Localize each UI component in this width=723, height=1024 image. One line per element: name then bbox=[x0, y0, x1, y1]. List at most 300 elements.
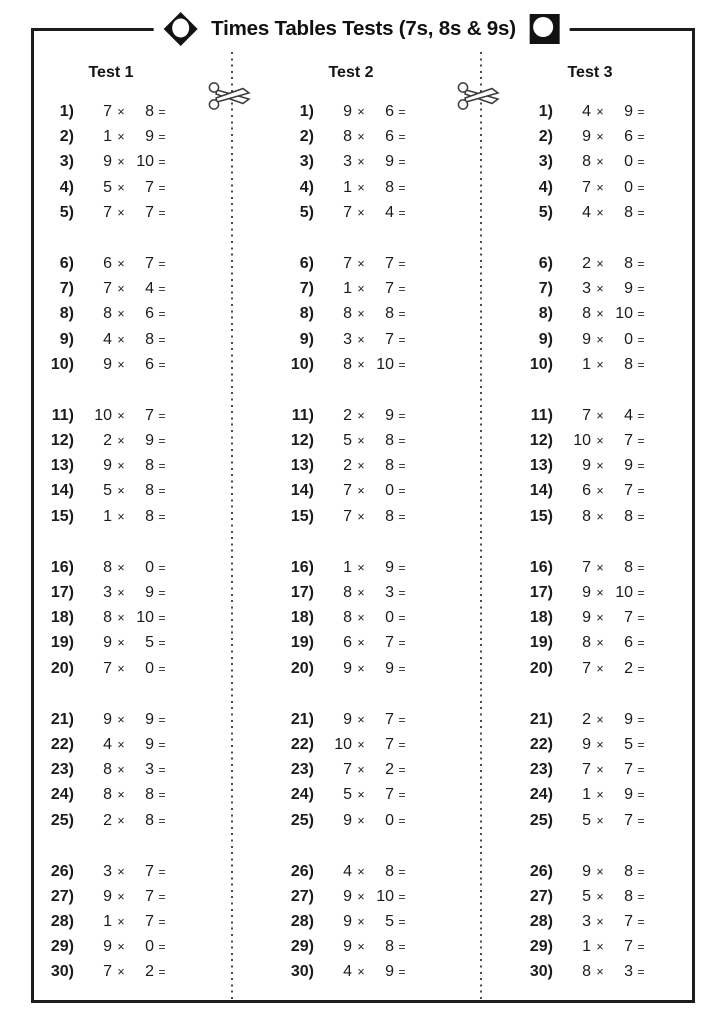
question-number: 19) bbox=[529, 634, 553, 652]
multiply-icon: × bbox=[596, 661, 604, 676]
question-number: 4) bbox=[538, 178, 553, 196]
factor-a: 1 bbox=[343, 178, 352, 196]
question-number: 14) bbox=[50, 482, 74, 500]
question-row bbox=[515, 301, 685, 326]
factor-a: 2 bbox=[343, 457, 352, 475]
question-group bbox=[36, 251, 206, 377]
question-number: 23) bbox=[290, 761, 314, 779]
multiply-icon: × bbox=[596, 965, 604, 980]
equals-sign: = bbox=[637, 661, 645, 676]
question-row bbox=[515, 99, 685, 124]
factor-b: 9 bbox=[145, 432, 154, 450]
equals-sign: = bbox=[158, 864, 166, 879]
equals-sign: = bbox=[398, 763, 406, 778]
factor-b: 9 bbox=[624, 786, 633, 804]
factor-a: 7 bbox=[582, 558, 591, 576]
equals-sign: = bbox=[158, 965, 166, 980]
multiply-icon: × bbox=[357, 332, 365, 347]
factor-a: 8 bbox=[343, 355, 352, 373]
factor-b: 8 bbox=[145, 457, 154, 475]
multiply-icon: × bbox=[357, 205, 365, 220]
factor-a: 1 bbox=[103, 128, 112, 146]
equals-sign: = bbox=[158, 332, 166, 347]
factor-a: 3 bbox=[582, 280, 591, 298]
factor-a: 10 bbox=[334, 735, 352, 753]
multiply-icon: × bbox=[357, 105, 365, 119]
question-row bbox=[515, 782, 685, 807]
test-label: Test 1 bbox=[88, 64, 134, 81]
question-number: 6) bbox=[59, 254, 74, 272]
factor-a: 3 bbox=[103, 584, 112, 601]
question-group bbox=[515, 707, 685, 833]
equals-sign: = bbox=[158, 205, 166, 220]
question-row bbox=[276, 605, 446, 630]
question-group bbox=[515, 555, 685, 681]
factor-b: 6 bbox=[145, 355, 154, 373]
factor-a: 6 bbox=[343, 634, 352, 652]
factor-b: 7 bbox=[624, 913, 633, 931]
question-row bbox=[515, 884, 685, 909]
equals-sign: = bbox=[158, 307, 166, 322]
question-row bbox=[36, 630, 206, 655]
factor-b: 0 bbox=[624, 178, 633, 196]
equals-sign: = bbox=[637, 763, 645, 778]
factor-b: 7 bbox=[624, 609, 633, 627]
multiply-icon: × bbox=[357, 130, 365, 145]
equals-sign: = bbox=[637, 434, 645, 449]
multiply-icon: × bbox=[596, 332, 604, 347]
multiply-icon: × bbox=[357, 737, 365, 752]
factor-a: 9 bbox=[582, 330, 591, 348]
question-row bbox=[276, 707, 446, 732]
factor-b: 7 bbox=[624, 432, 633, 450]
factor-a: 5 bbox=[103, 178, 112, 196]
question-number: 23) bbox=[50, 761, 74, 779]
question-list bbox=[515, 99, 685, 985]
factor-b: 2 bbox=[624, 659, 633, 677]
factor-a: 9 bbox=[582, 735, 591, 753]
question-row bbox=[276, 175, 446, 200]
question-number: 9) bbox=[299, 330, 314, 348]
factor-b: 8 bbox=[624, 507, 633, 525]
multiply-icon: × bbox=[596, 509, 604, 524]
factor-b: 8 bbox=[624, 355, 633, 373]
question-group bbox=[36, 555, 206, 681]
question-number: 15) bbox=[529, 507, 553, 525]
equals-sign: = bbox=[637, 813, 645, 828]
test-column-1 bbox=[36, 63, 206, 985]
equals-sign: = bbox=[637, 307, 645, 322]
multiply-icon: × bbox=[117, 155, 125, 170]
equals-sign: = bbox=[398, 712, 406, 727]
factor-a: 8 bbox=[343, 305, 352, 323]
question-row bbox=[276, 301, 446, 326]
question-group bbox=[36, 99, 206, 225]
factor-a: 4 bbox=[582, 203, 591, 221]
scissors-icon bbox=[207, 80, 253, 112]
question-number: 13) bbox=[50, 457, 74, 475]
question-row bbox=[276, 478, 446, 503]
multiply-icon: × bbox=[357, 813, 365, 828]
question-row bbox=[36, 251, 206, 276]
multiply-icon: × bbox=[596, 357, 604, 372]
factor-a: 9 bbox=[582, 862, 591, 880]
question-number: 23) bbox=[529, 761, 553, 779]
question-number: 25) bbox=[290, 811, 314, 829]
factor-b: 9 bbox=[624, 710, 633, 728]
factor-b: 8 bbox=[385, 457, 394, 475]
equals-sign: = bbox=[398, 813, 406, 828]
factor-b: 9 bbox=[624, 103, 633, 120]
multiply-icon: × bbox=[596, 105, 604, 119]
equals-sign: = bbox=[637, 509, 645, 524]
factor-b: 10 bbox=[136, 609, 154, 627]
multiply-icon: × bbox=[117, 661, 125, 676]
question-number: 21) bbox=[50, 710, 74, 728]
multiply-icon: × bbox=[596, 813, 604, 828]
equals-sign: = bbox=[158, 560, 166, 575]
question-number: 30) bbox=[290, 963, 314, 981]
equals-sign: = bbox=[637, 155, 645, 170]
factor-a: 5 bbox=[343, 432, 352, 450]
question-number: 8) bbox=[538, 305, 553, 323]
question-number: 2) bbox=[299, 128, 314, 146]
question-row bbox=[276, 99, 446, 124]
equals-sign: = bbox=[637, 256, 645, 271]
question-list bbox=[276, 99, 446, 985]
multiply-icon: × bbox=[357, 408, 365, 423]
question-row bbox=[36, 656, 206, 681]
test-column-2 bbox=[276, 63, 446, 985]
equals-sign: = bbox=[158, 940, 166, 955]
question-number: 20) bbox=[290, 659, 314, 677]
multiply-icon: × bbox=[117, 813, 125, 828]
question-number: 11) bbox=[530, 406, 553, 424]
factor-b: 7 bbox=[145, 254, 154, 272]
question-number: 20) bbox=[50, 659, 74, 677]
question-group bbox=[276, 555, 446, 681]
factor-a: 7 bbox=[103, 280, 112, 298]
question-number: 26) bbox=[50, 862, 74, 880]
multiply-icon: × bbox=[596, 130, 604, 145]
question-row bbox=[515, 859, 685, 884]
scissors-icon bbox=[456, 80, 502, 112]
question-number: 16) bbox=[529, 558, 553, 576]
factor-a: 3 bbox=[343, 153, 352, 171]
question-number: 4) bbox=[299, 178, 314, 196]
question-row bbox=[276, 859, 446, 884]
multiply-icon: × bbox=[596, 763, 604, 778]
question-row bbox=[36, 301, 206, 326]
question-number: 4) bbox=[59, 178, 74, 196]
multiply-icon: × bbox=[117, 434, 125, 449]
question-number: 24) bbox=[50, 786, 74, 804]
factor-b: 8 bbox=[385, 178, 394, 196]
factor-a: 2 bbox=[582, 254, 591, 272]
factor-a: 7 bbox=[343, 203, 352, 221]
equals-sign: = bbox=[398, 282, 406, 297]
equals-sign: = bbox=[398, 155, 406, 170]
equals-sign: = bbox=[158, 813, 166, 828]
factor-a: 2 bbox=[103, 432, 112, 450]
factor-b: 8 bbox=[385, 862, 394, 880]
question-row bbox=[36, 352, 206, 377]
question-number: 5) bbox=[538, 203, 553, 221]
question-number: 10) bbox=[50, 355, 74, 373]
factor-a: 3 bbox=[582, 913, 591, 931]
factor-b: 4 bbox=[145, 280, 154, 298]
equals-sign: = bbox=[398, 307, 406, 322]
question-row bbox=[36, 884, 206, 909]
multiply-icon: × bbox=[596, 560, 604, 575]
equals-sign: = bbox=[398, 357, 406, 372]
factor-a: 7 bbox=[343, 507, 352, 525]
factor-a: 9 bbox=[343, 811, 352, 829]
question-number: 16) bbox=[290, 558, 314, 576]
factor-a: 9 bbox=[343, 710, 352, 728]
question-row bbox=[276, 808, 446, 833]
question-number: 10) bbox=[529, 355, 553, 373]
factor-b: 10 bbox=[376, 887, 394, 905]
question-number: 29) bbox=[529, 938, 553, 956]
multiply-icon: × bbox=[357, 763, 365, 778]
factor-a: 5 bbox=[103, 482, 112, 500]
factor-a: 1 bbox=[582, 938, 591, 956]
equals-sign: = bbox=[637, 788, 645, 803]
multiply-icon: × bbox=[357, 586, 365, 600]
question-row bbox=[36, 707, 206, 732]
equals-sign: = bbox=[158, 105, 166, 119]
factor-a: 7 bbox=[103, 103, 112, 120]
question-row bbox=[36, 909, 206, 934]
question-number: 21) bbox=[529, 710, 553, 728]
question-number: 17) bbox=[290, 584, 314, 601]
factor-a: 7 bbox=[343, 482, 352, 500]
multiply-icon: × bbox=[596, 307, 604, 322]
question-row bbox=[36, 782, 206, 807]
factor-b: 9 bbox=[385, 963, 394, 981]
multiply-icon: × bbox=[596, 155, 604, 170]
multiply-icon: × bbox=[117, 256, 125, 271]
question-number: 7) bbox=[59, 280, 74, 298]
factor-a: 5 bbox=[582, 811, 591, 829]
question-row bbox=[276, 909, 446, 934]
equals-sign: = bbox=[398, 105, 406, 119]
factor-b: 5 bbox=[385, 913, 394, 931]
question-number: 12) bbox=[290, 432, 314, 450]
question-row bbox=[36, 580, 206, 605]
factor-b: 7 bbox=[145, 178, 154, 196]
question-number: 28) bbox=[529, 913, 553, 931]
factor-a: 4 bbox=[103, 330, 112, 348]
question-row bbox=[276, 959, 446, 984]
question-row bbox=[36, 200, 206, 225]
equals-sign: = bbox=[158, 915, 166, 930]
factor-b: 8 bbox=[385, 305, 394, 323]
multiply-icon: × bbox=[357, 434, 365, 449]
factor-a: 9 bbox=[582, 609, 591, 627]
question-row bbox=[276, 149, 446, 174]
multiply-icon: × bbox=[117, 180, 125, 195]
question-number: 29) bbox=[290, 938, 314, 956]
question-number: 25) bbox=[529, 811, 553, 829]
multiply-icon: × bbox=[596, 256, 604, 271]
factor-b: 7 bbox=[145, 913, 154, 931]
multiply-icon: × bbox=[596, 434, 604, 449]
equals-sign: = bbox=[637, 332, 645, 347]
question-number: 13) bbox=[529, 457, 553, 475]
multiply-icon: × bbox=[357, 788, 365, 803]
question-number: 18) bbox=[290, 609, 314, 627]
question-row bbox=[36, 149, 206, 174]
question-group bbox=[276, 859, 446, 985]
question-number: 9) bbox=[59, 330, 74, 348]
multiply-icon: × bbox=[596, 611, 604, 626]
question-row bbox=[276, 200, 446, 225]
factor-b: 7 bbox=[624, 938, 633, 956]
factor-a: 8 bbox=[103, 786, 112, 804]
equals-sign: = bbox=[158, 509, 166, 524]
question-number: 30) bbox=[50, 963, 74, 981]
test-label: Test 3 bbox=[567, 64, 613, 81]
question-number: 28) bbox=[290, 913, 314, 931]
equals-sign: = bbox=[398, 205, 406, 220]
question-row bbox=[276, 276, 446, 301]
factor-b: 8 bbox=[145, 786, 154, 804]
equals-sign: = bbox=[637, 915, 645, 930]
factor-b: 3 bbox=[385, 584, 394, 601]
equals-sign: = bbox=[158, 611, 166, 626]
factor-b: 0 bbox=[145, 659, 154, 677]
equals-sign: = bbox=[637, 560, 645, 575]
question-row bbox=[276, 352, 446, 377]
factor-b: 10 bbox=[376, 355, 394, 373]
factor-a: 5 bbox=[582, 887, 591, 905]
factor-b: 2 bbox=[385, 761, 394, 779]
factor-b: 9 bbox=[624, 280, 633, 298]
question-row bbox=[36, 403, 206, 428]
question-number: 20) bbox=[529, 659, 553, 677]
factor-b: 10 bbox=[615, 305, 633, 323]
factor-a: 9 bbox=[343, 887, 352, 905]
factor-b: 4 bbox=[624, 406, 633, 424]
factor-b: 6 bbox=[385, 128, 394, 146]
question-number: 6) bbox=[538, 254, 553, 272]
factor-b: 6 bbox=[624, 634, 633, 652]
question-row bbox=[276, 251, 446, 276]
question-number: 22) bbox=[290, 735, 314, 753]
question-row bbox=[515, 757, 685, 782]
equals-sign: = bbox=[158, 282, 166, 297]
multiply-icon: × bbox=[117, 864, 125, 879]
factor-a: 8 bbox=[582, 963, 591, 981]
question-row bbox=[276, 555, 446, 580]
question-row bbox=[515, 605, 685, 630]
question-number: 17) bbox=[50, 584, 74, 601]
multiply-icon: × bbox=[357, 307, 365, 322]
question-number: 29) bbox=[50, 938, 74, 956]
equals-sign: = bbox=[637, 180, 645, 195]
multiply-icon: × bbox=[117, 763, 125, 778]
equals-sign: = bbox=[158, 636, 166, 651]
equals-sign: = bbox=[398, 965, 406, 980]
factor-b: 5 bbox=[624, 735, 633, 753]
question-row bbox=[36, 124, 206, 149]
worksheet-header bbox=[153, 7, 570, 51]
question-row bbox=[515, 276, 685, 301]
multiply-icon: × bbox=[596, 282, 604, 297]
question-number: 18) bbox=[50, 609, 74, 627]
factor-a: 7 bbox=[343, 254, 352, 272]
multiply-icon: × bbox=[357, 661, 365, 676]
factor-a: 9 bbox=[343, 659, 352, 677]
factor-a: 9 bbox=[103, 887, 112, 905]
factor-b: 0 bbox=[385, 482, 394, 500]
factor-b: 0 bbox=[624, 153, 633, 171]
factor-a: 8 bbox=[103, 609, 112, 627]
factor-a: 9 bbox=[103, 457, 112, 475]
equals-sign: = bbox=[398, 256, 406, 271]
equals-sign: = bbox=[398, 484, 406, 499]
equals-sign: = bbox=[398, 586, 406, 600]
multiply-icon: × bbox=[357, 357, 365, 372]
equals-sign: = bbox=[398, 434, 406, 449]
factor-b: 3 bbox=[624, 963, 633, 981]
question-row bbox=[36, 99, 206, 124]
multiply-icon: × bbox=[117, 484, 125, 499]
equals-sign: = bbox=[637, 737, 645, 752]
factor-b: 9 bbox=[624, 457, 633, 475]
question-number: 25) bbox=[50, 811, 74, 829]
equals-sign: = bbox=[637, 484, 645, 499]
factor-a: 1 bbox=[343, 558, 352, 576]
factor-b: 8 bbox=[624, 254, 633, 272]
factor-a: 9 bbox=[103, 355, 112, 373]
equals-sign: = bbox=[158, 788, 166, 803]
test-column-3 bbox=[515, 63, 685, 985]
factor-a: 7 bbox=[343, 761, 352, 779]
factor-b: 7 bbox=[624, 482, 633, 500]
question-row bbox=[36, 478, 206, 503]
equals-sign: = bbox=[637, 889, 645, 904]
question-row bbox=[36, 428, 206, 453]
question-row bbox=[515, 630, 685, 655]
factor-a: 2 bbox=[582, 710, 591, 728]
question-row bbox=[515, 428, 685, 453]
factor-a: 9 bbox=[103, 710, 112, 728]
factor-a: 9 bbox=[582, 457, 591, 475]
question-row bbox=[276, 934, 446, 959]
question-row bbox=[515, 555, 685, 580]
factor-b: 8 bbox=[624, 203, 633, 221]
factor-a: 7 bbox=[582, 406, 591, 424]
question-number: 12) bbox=[50, 432, 74, 450]
equals-sign: = bbox=[637, 636, 645, 651]
factor-a: 9 bbox=[343, 938, 352, 956]
multiply-icon: × bbox=[117, 205, 125, 220]
question-row bbox=[515, 478, 685, 503]
factor-b: 7 bbox=[624, 811, 633, 829]
multiply-icon: × bbox=[117, 130, 125, 145]
question-row bbox=[36, 605, 206, 630]
question-row bbox=[276, 428, 446, 453]
factor-b: 9 bbox=[385, 153, 394, 171]
question-number: 1) bbox=[538, 103, 553, 120]
factor-b: 7 bbox=[145, 406, 154, 424]
equals-sign: = bbox=[398, 560, 406, 575]
factor-b: 7 bbox=[145, 887, 154, 905]
equals-sign: = bbox=[637, 940, 645, 955]
